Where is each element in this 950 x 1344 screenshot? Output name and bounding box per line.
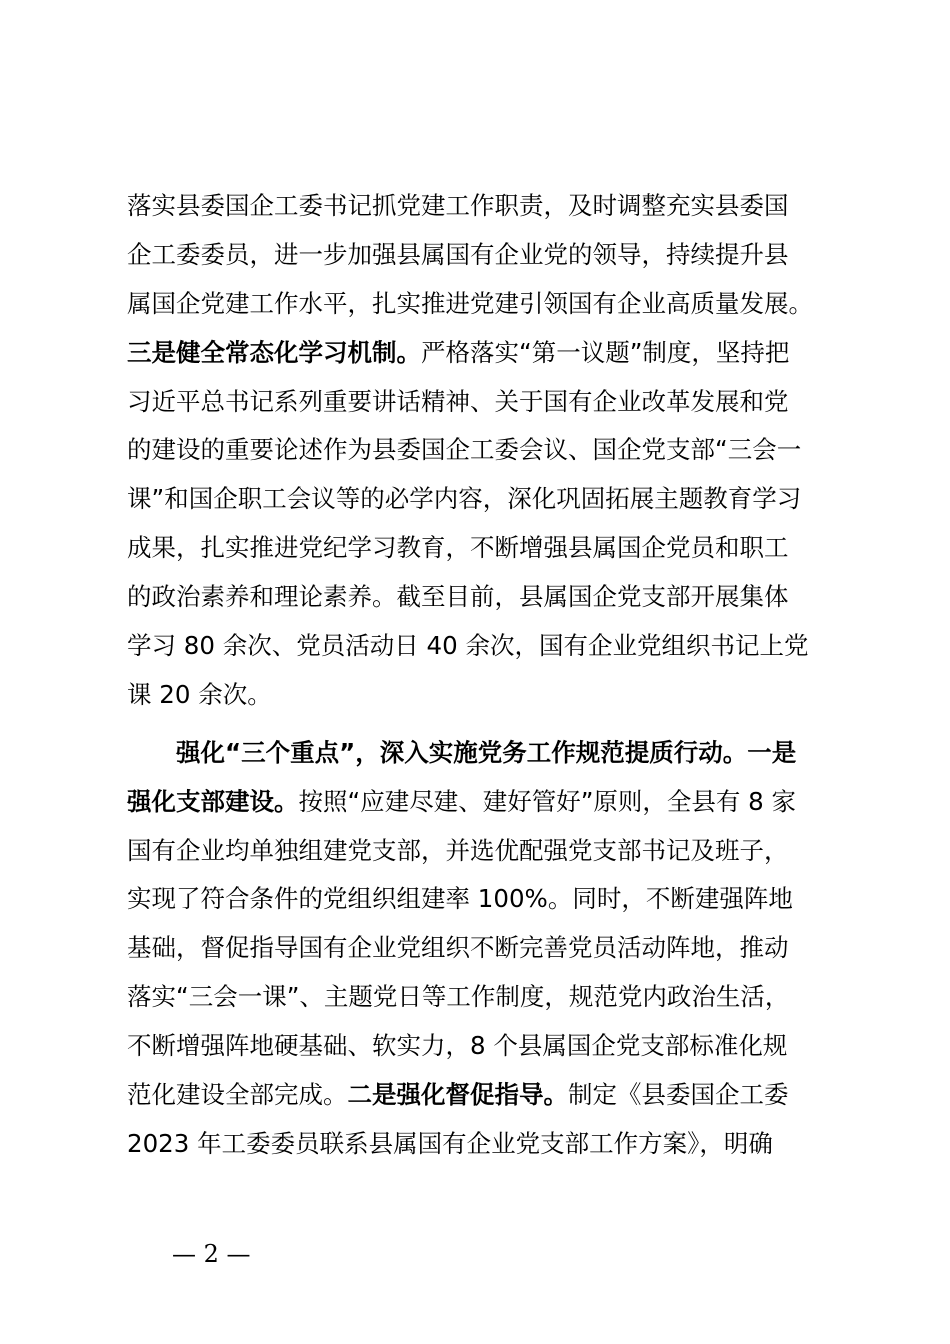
bold-text-run: 三是健全常态化学习机制。 (127, 337, 421, 367)
text-run: 习近平总书记系列重要讲话精神、关于国有企业改革发展和党 (127, 386, 789, 416)
text-run: 实现了符合条件的党组织组建率 100%。同时，不断建强阵地 (127, 884, 793, 914)
text-line (127, 231, 839, 280)
text-line (127, 729, 839, 778)
text-line (127, 924, 839, 973)
text-run: 国有企业均单独组建党支部，并选优配强党支部书记及班子， (127, 835, 789, 865)
text-run: 的政治素养和理论素养。截至目前，县属国企党支部开展集体 (127, 582, 789, 612)
text-line (127, 973, 839, 1022)
bold-text-run: 强化支部建设。 (127, 786, 299, 816)
text-line (127, 671, 839, 720)
bold-text-run: 二是强化督促指导。 (347, 1080, 568, 1110)
text-run: 2023 年工委委员联系县属国有企业党支部工作方案》，明确 (127, 1128, 773, 1158)
text-line (127, 622, 839, 671)
text-line (127, 182, 839, 231)
text-line (127, 329, 839, 378)
text-line (127, 827, 839, 876)
text-run: 课”和国企职工会议等的必学内容，深化巩固拓展主题教育学习 (127, 484, 802, 514)
text-line (127, 280, 839, 329)
text-line (127, 573, 839, 622)
text-line (127, 1022, 839, 1071)
text-run: 落实县委国企工委书记抓党建工作职责，及时调整充实县委国 (127, 191, 789, 220)
text-run: 严格落实“第一议题”制度，坚持把 (421, 337, 790, 367)
text-run: 基础，督促指导国有企业党组织不断完善党员活动阵地，推动 (127, 933, 789, 963)
text-line (127, 1120, 839, 1169)
text-run: 企工委委员，进一步加强县属国有企业党的领导，持续提升县 (127, 239, 789, 269)
text-run: 制定《县委国企工委 (568, 1080, 789, 1110)
text-run: 课 20 余次。 (127, 679, 272, 709)
text-run: 范化建设全部完成。 (127, 1080, 348, 1110)
text-line (127, 426, 839, 475)
text-line (127, 778, 839, 827)
text-run: 属国企党建工作水平，扎实推进党建引领国有企业高质量发展。 (127, 288, 813, 318)
text-line (127, 524, 839, 573)
body-text (127, 182, 839, 1169)
text-run: 学习 80 余次、党员活动日 40 余次，国有企业党组织书记上党 (127, 631, 809, 661)
text-line (127, 1071, 839, 1120)
text-line (127, 378, 839, 427)
text-run: 的建设的重要论述作为县委国企工委会议、国企党支部“三会一 (127, 435, 802, 465)
page-number: — 2 — (172, 1240, 251, 1268)
text-run: 不断增强阵地硬基础、软实力，8 个县属国企党支部标准化规 (127, 1031, 788, 1061)
text-run: 成果，扎实推进党纪学习教育，不断增强县属国企党员和职工 (127, 533, 789, 563)
text-run: 按照“应建尽建、建好管好”原则，全县有 8 家 (298, 786, 797, 816)
text-line (127, 875, 839, 924)
text-line (127, 475, 839, 524)
bold-text-run: 强化“三个重点”，深入实施党务工作规范提质行动。一是 (176, 737, 797, 767)
text-run: 落实“三会一课”、主题党日等工作制度，规范党内政治生活， (127, 982, 790, 1012)
